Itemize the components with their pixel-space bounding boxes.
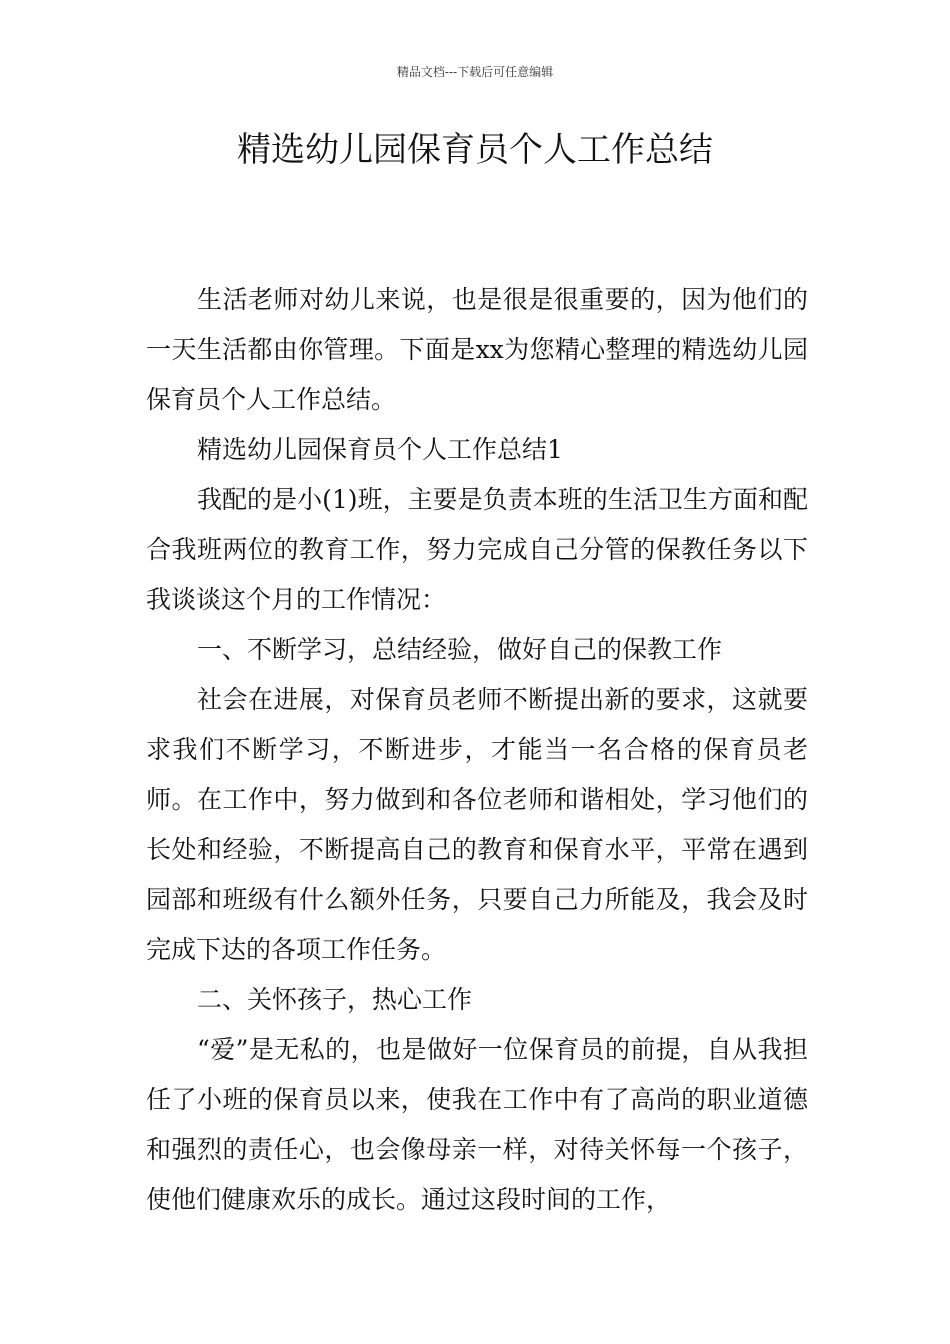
- document-body: [146, 275, 808, 1225]
- paragraph-class-overview: 我配的是小(1)班，主要是负责本班的生活卫生方面和配合我班两位的教育工作，努力完成自己分管的保教任务以下我谈谈这个月的工作情况：: [146, 485, 808, 614]
- paragraph-section-title: 精选幼儿园保育员个人工作总结1: [197, 435, 563, 464]
- paragraph-intro: 生活老师对幼儿来说，也是很是很重要的，因为他们的一天生活都由你管理。下面是xx为您精心整理的精选幼儿园保育员个人工作总结。: [146, 285, 808, 414]
- document-title: 精选幼儿园保育员个人工作总结: [237, 130, 713, 170]
- paragraph-heading-two: 二、关怀孩子，热心工作: [197, 985, 473, 1014]
- paragraph-care: “爱”是无私的，也是做好一位保育员的前提，自从我担任了小班的保育员以来，使我在工作中有了高尚的职业道德和强烈的责任心，也会像母亲一样，对待关怀每一个孩子，使他们健康欢乐的成长。通过这段时间的工作，: [146, 1035, 808, 1214]
- header-note: 精品文档---下载后可任意编辑: [396, 65, 554, 79]
- paragraph-heading-one: 一、不断学习，总结经验，做好自己的保教工作: [197, 635, 723, 664]
- paragraph-learning: 社会在进展，对保育员老师不断提出新的要求，这就要求我们不断学习，不断进步，才能当一名合格的保育员老师。在工作中，努力做到和各位老师和谐相处，学习他们的长处和经验，不断提高自己的教育和保育水平，平常在遇到园部和班级有什么额外任务，只要自己力所能及，我会及时完成下达的各项工作任务。: [146, 685, 808, 964]
